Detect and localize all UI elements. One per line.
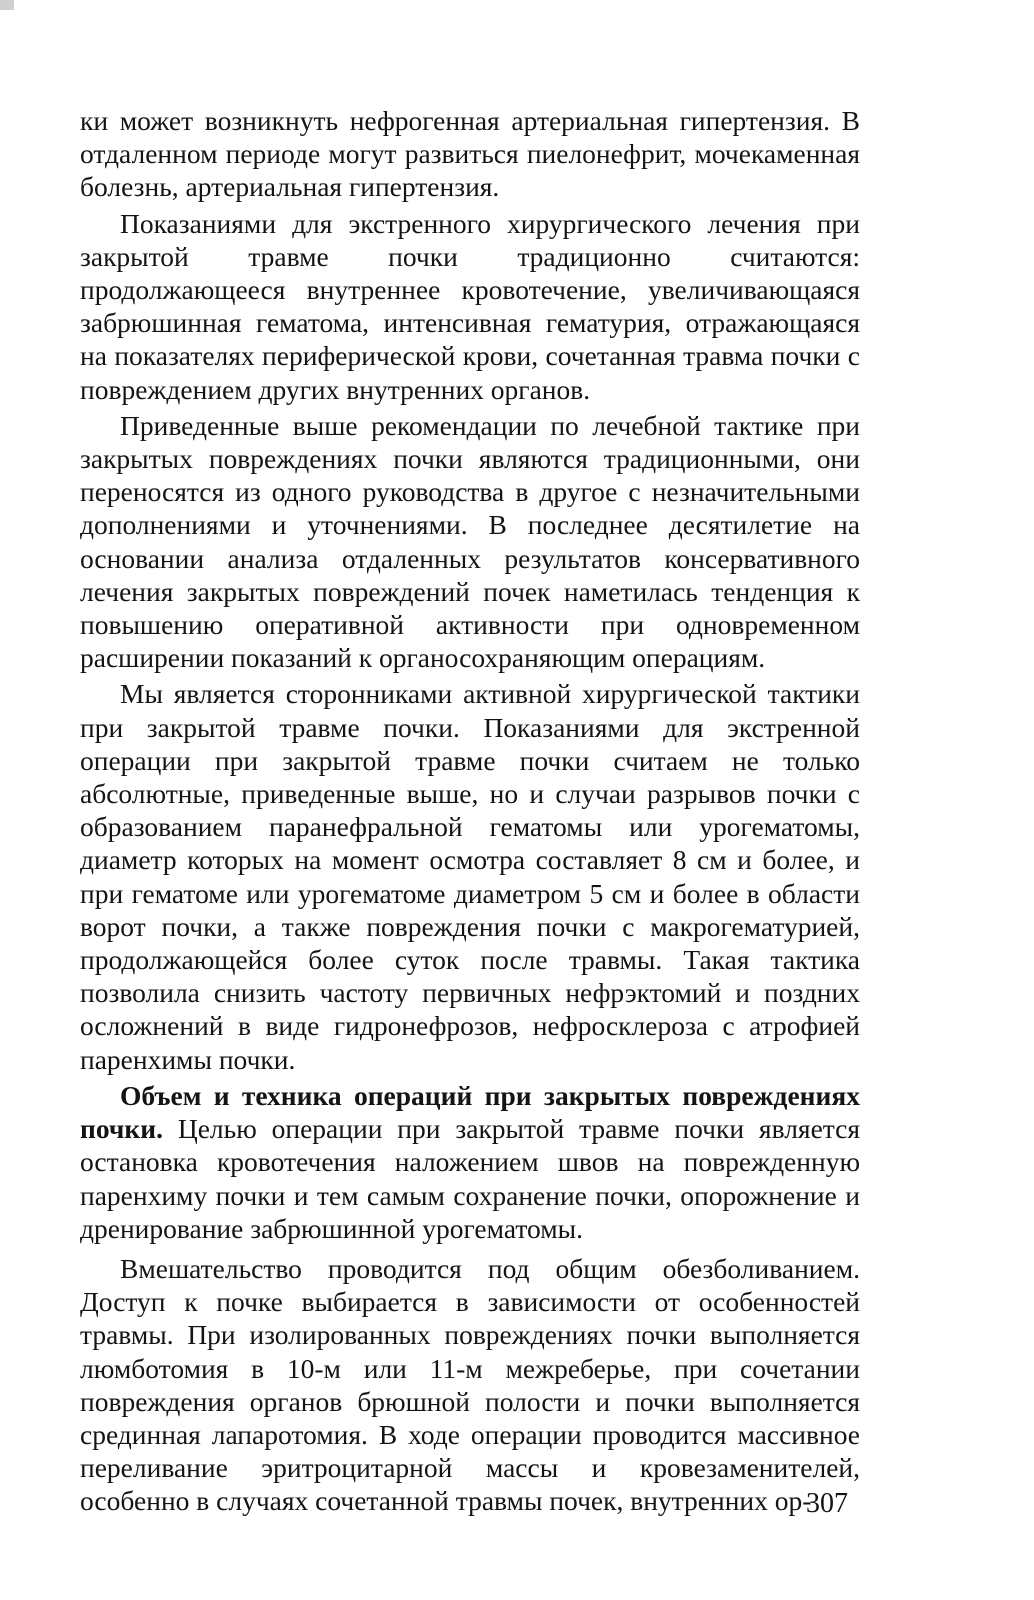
page-number: 307 [806,1488,848,1519]
section-heading: Объем и техника операций при закрытых повреждениях почки. [80,1079,860,1145]
paragraph-recommendations [80,409,860,675]
paragraph-text: Мы является сторонниками активной хирургической тактики при закрытой травме почки. Показаниями для экстренной операции при закрытой травме почки считаем не только абсолютные, приведенные выше, но и случаи разрывов почки с образованием паранефральной гематомы или урогематомы, диаметр которых на момент осмотра составляет 8 см и более, и при гематоме или урогематоме диаметром 5 см и более в области ворот почки, а также повреждения почки с макрогематурией, продолжающейся более суток после травмы. Такая тактика позволила снизить частоту первичных нефрэктомий и поздних осложнений в виде гидронефрозов, нефросклероза с атрофией паренхимы почки. [80,678,860,1075]
paragraph-text: Приведенные выше рекомендации по лечебной тактике при закрытых повреждениях почки являются традиционными, они переносятся из одного руководства в другое с незначительными дополнениями и уточнениями. В последнее десятилетие на основании анализа отдаленных результатов консервативного лечения закрытых повреждений почек наметилась тенденция к повышению оперативной активности при одновременном расширении показаний к органосохраняющим операциям. [80,409,860,674]
paragraph-text: Целью операции при закрытой травме почки является остановка кровотечения наложением швов на поврежденную паренхиму почки и тем самым сохранение почки, опорожнение и дренирование забрюшинной урогематомы. [80,1113,860,1244]
paragraph-operation-scope [80,1079,860,1245]
paragraph-continuation [80,104,860,204]
scan-corner-mark [0,0,14,10]
page-body [80,104,860,1518]
paragraph-active-tactics [80,677,860,1075]
paragraph-text: ки может возникнуть нефрогенная артериальная гипертензия. В отдаленном периоде могут развиться пиелонефрит, мочекаменная болезнь, артериальная гипертензия. [80,105,860,203]
paragraph-anesthesia [80,1252,860,1518]
paragraph-text: Вмешательство проводится под общим обезболиванием. Доступ к почке выбирается в зависимости от особенностей травмы. При изолированных повреждениях почки выполняется люмботомия в 10-м или 11-м межреберье, при сочетании повреждения органов брюшной полости и почки выполняется срединная лапаротомия. В ходе операции проводится массивное переливание эритроцитарной массы и кровезаменителей, особенно в случаях сочетанной травмы почек, внутренних ор- [80,1252,860,1517]
paragraph-indications [80,207,860,406]
paragraph-text: Показаниями для экстренного хирургического лечения при закрытой травме почки традиционно считаются: продолжающееся внутреннее кровотечение, увеличивающаяся забрюшинная гематома, интенсивная гематурия, отражающаяся на показателях периферической крови, сочетанная травма почки с повреждением других внутренних органов. [80,207,860,405]
